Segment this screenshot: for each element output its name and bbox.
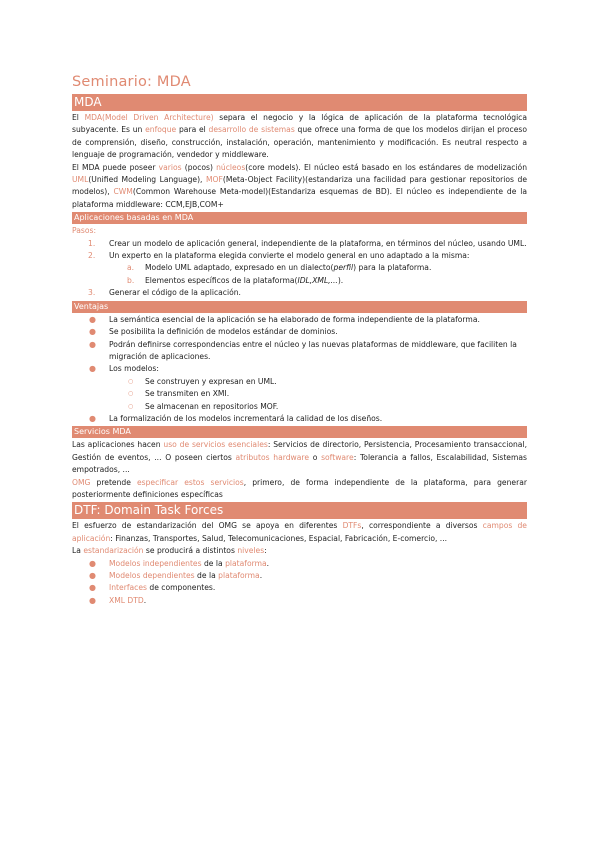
list-item: ○ Se transmiten en XMI. (128, 389, 230, 399)
list-item: ● Interfaces de componentes. (89, 583, 216, 593)
section-heading-aplicaciones: Aplicaciones basadas en MDA (72, 212, 527, 224)
servicios-paragraph-2: OMG pretende especificar estos servicios, primero, de forma independiente de la plataforma, para generar posteriormente definiciones específicas (72, 477, 527, 499)
section-heading-mda: MDA (72, 94, 527, 111)
list-item: ● Modelos independientes de la plataforma. (89, 558, 270, 568)
list-item: ● Los modelos: (89, 364, 159, 374)
list-item: b. Elementos específicos de la plataforma(IDL,XML,...). (127, 275, 344, 285)
section-heading-ventajas: Ventajas (72, 301, 527, 313)
mda-paragraph-2: El MDA puede poseer varios (pocos) núcleos(core models). El núcleo está basado en los estándares de modelización UML(Unified Modeling Language), MOF(Meta-Object Facility)(estandariza una facilidad para gestionar repositorios de modelos), CWM(Common Warehouse Meta-model)(Estandariza esquemas de BD). El núcleo es independiente de la plataforma middleware: CCM,EJB,COM+ (72, 162, 528, 209)
section-heading-dtf: DTF: Domain Task Forces (72, 502, 527, 519)
list-item: ● Se posibilita la definición de modelos estándar de dominios. (89, 327, 338, 337)
document-page (72, 72, 527, 607)
dtf-paragraph-1: El esfuerzo de estandarización del OMG se apoya en diferentes DTFs, correspondiente a diversos campos de aplicación: Finanzas, Transportes, Salud, Telecomunicaciones, Espacial, Fabricación, E-comercio, ... (72, 521, 527, 543)
list-item: ● XML DTD. (89, 595, 147, 605)
document-title: Seminario: MDA (72, 74, 191, 90)
dtf-paragraph-2: La estandarización se producirá a distintos niveles: (72, 546, 267, 556)
list-item: ● La semántica esencial de la aplicación se ha elaborado de forma independiente de la plataforma. (89, 314, 480, 324)
list-item: ● La formalización de los modelos incrementará la calidad de los diseños. (89, 413, 383, 423)
servicios-paragraph-1: Las aplicaciones hacen uso de servicios esenciales: Servicios de directorio, Persistencia, Procesamiento transaccional, Gestión de eventos, ... O poseen ciertos atributos hardware o software: Tolerancia a fallos, Escalabilidad, Sistemas empotrados, ... (72, 440, 527, 475)
section-heading-servicios: Servicios MDA (72, 426, 527, 438)
list-item: ● Podrán definirse correspondencias entre el núcleo y las nuevas plataformas de middleware, que faciliten la migración de aplicaciones. (89, 339, 517, 361)
list-item: a. Modelo UML adaptado, expresado en un dialecto(perfil) para la plataforma. (127, 263, 432, 273)
list-item: 2. Un experto en la plataforma elegida convierte el modelo general en uno adaptado a la misma: (88, 251, 470, 261)
list-item: ○ Se construyen y expresan en UML. (128, 376, 277, 386)
pasos-label: Pasos: (72, 226, 97, 236)
list-item: 3. Generar el código de la aplicación. (88, 288, 241, 298)
list-item: 1. Crear un modelo de aplicación general, independiente de la plataforma, en términos del núcleo, usando UML. (88, 238, 527, 248)
list-item: ● Modelos dependientes de la plataforma. (89, 571, 263, 580)
mda-paragraph-1: El MDA(Model Driven Architecture) separa el negocio y la lógica de aplicación de la plataforma tecnológica subyacente. Es un enfoque para el desarrollo de sistemas que ofrece una forma de que los modelos dirijan el proceso de comprensión, diseño, construcción, instalación, operación, mantenimiento y modificación. Es neutral respecto a lenguaje de programación, vendedor y middleware. (72, 113, 528, 160)
list-item: ○ Se almacenan en repositorios MOF. (128, 401, 279, 411)
